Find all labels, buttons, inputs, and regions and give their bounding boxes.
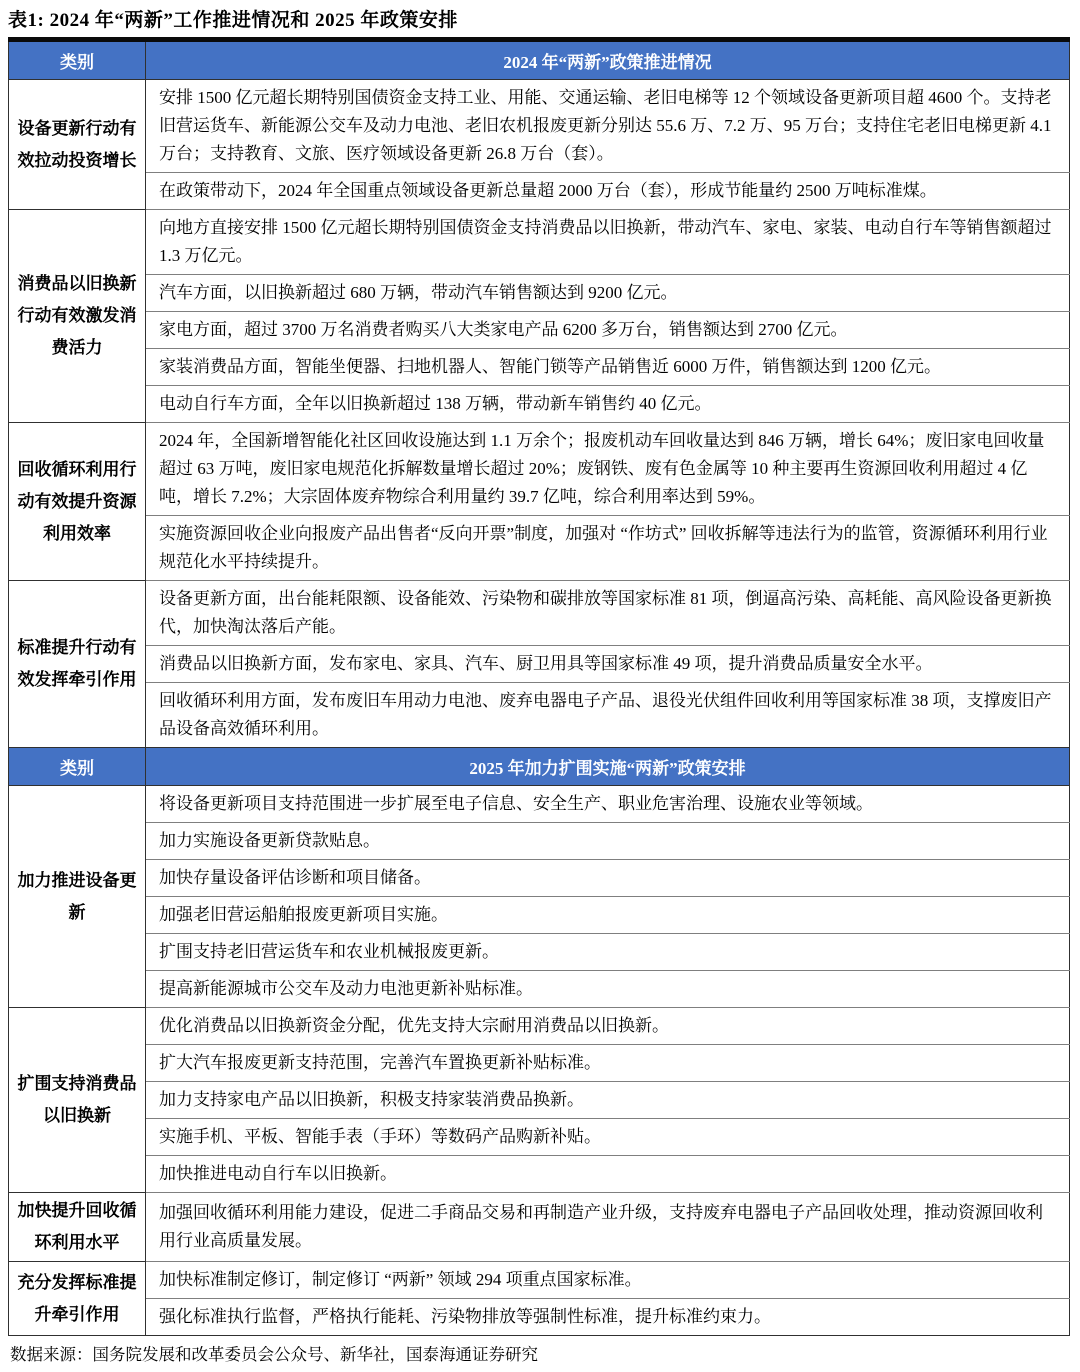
table-title: 表1: 2024 年“两新”工作推进情况和 2025 年政策安排 — [8, 10, 458, 31]
header-2025 — [9, 748, 1070, 786]
policy-cell: 扩围支持老旧营运货车和农业机械报废更新。 — [146, 934, 1070, 971]
table-row — [9, 934, 1070, 971]
table-row — [9, 516, 1070, 581]
policy-cell: 实施资源回收企业向报废产品出售者“反向开票”制度，加强对 “作坊式” 回收拆解等违法行为的监管，资源循环利用行业规范化水平持续提升。 — [146, 516, 1070, 581]
table-row — [9, 1119, 1070, 1156]
table-row — [9, 210, 1070, 275]
policy-cell: 加快推进电动自行车以旧换新。 — [146, 1156, 1070, 1193]
category-cell: 加快提升回收循环利用水平 — [9, 1193, 146, 1262]
table-row — [9, 386, 1070, 423]
table-row — [9, 275, 1070, 312]
policy-cell: 安排 1500 亿元超长期特别国债资金支持工业、用能、交通运输、老旧电梯等 12 个领域设备更新项目超 4600 个。支持老旧营运货车、新能源公交车及动力电池、老旧农机报废更新分别达 55.6 万、7.2 万、95 万台；支持住宅老旧电梯更新 4.1 万台；支持教育、文旅、医疗领域设备更新 26.8 万台（套）。 — [146, 80, 1070, 173]
policy-cell: 加力实施设备更新贷款贴息。 — [146, 823, 1070, 860]
policy-cell: 加快存量设备评估诊断和项目储备。 — [146, 860, 1070, 897]
period-header-cell-2025: 2025 年加力扩围实施“两新”政策安排 — [146, 748, 1070, 786]
table-row — [9, 823, 1070, 860]
category-cell: 加力推进设备更新 — [9, 786, 146, 1008]
section-tradein-2025 — [9, 1008, 1070, 1193]
category-cell: 设备更新行动有效拉动投资增长 — [9, 80, 146, 210]
table-row — [9, 1262, 1070, 1299]
policy-cell: 家电方面，超过 3700 万名消费者购买八大类家电产品 6200 多万台，销售额达到 2700 亿元。 — [146, 312, 1070, 349]
section-standards-2025 — [9, 1262, 1070, 1336]
header-row-2025 — [9, 748, 1070, 786]
table-row — [9, 971, 1070, 1008]
section-recycling-2024 — [9, 423, 1070, 581]
category-header-cell: 类别 — [9, 40, 146, 80]
policy-cell: 加快标准制定修订，制定修订 “两新” 领域 294 项重点国家标准。 — [146, 1262, 1070, 1299]
table-row — [9, 349, 1070, 386]
source-note: 数据来源：国务院发展和改革委员会公众号、新华社，国泰海通证券研究 — [10, 1345, 538, 1364]
table-row — [9, 860, 1070, 897]
section-tradein-2024 — [9, 210, 1070, 423]
section-recycling-2025 — [9, 1193, 1070, 1262]
header-row-2024 — [9, 40, 1070, 80]
table-row — [9, 646, 1070, 683]
table-row — [9, 1193, 1070, 1262]
period-header-cell-2024: 2024 年“两新”政策推进情况 — [146, 40, 1070, 80]
policy-cell: 2024 年，全国新增智能化社区回收设施达到 1.1 万余个；报废机动车回收量达到 846 万辆，增长 64%；废旧家电回收量超过 63 万吨，废旧家电规范化拆解数量增长超过 20%；废钢铁、废有色金属等 10 种主要再生资源回收利用超过 4 亿吨，增长 7.2%；大宗固体废弃物综合利用量约 39.7 亿吨，综合利用率达到 59%。 — [146, 423, 1070, 516]
table-row — [9, 683, 1070, 748]
header-2024 — [9, 40, 1070, 80]
policy-cell: 提高新能源城市公交车及动力电池更新补贴标准。 — [146, 971, 1070, 1008]
policy-cell: 加强老旧营运船舶报废更新项目实施。 — [146, 897, 1070, 934]
category-cell: 扩围支持消费品以旧换新 — [9, 1008, 146, 1193]
policy-cell: 将设备更新项目支持范围进一步扩展至电子信息、安全生产、职业危害治理、设施农业等领域。 — [146, 786, 1070, 823]
table-row — [9, 423, 1070, 516]
table-row — [9, 1156, 1070, 1193]
category-header-cell-2: 类别 — [9, 748, 146, 786]
policy-cell: 在政策带动下，2024 年全国重点领域设备更新总量超 2000 万台（套），形成节能量约 2500 万吨标准煤。 — [146, 173, 1070, 210]
category-cell: 消费品以旧换新行动有效激发消费活力 — [9, 210, 146, 423]
policy-cell: 优化消费品以旧换新资金分配，优先支持大宗耐用消费品以旧换新。 — [146, 1008, 1070, 1045]
category-cell: 充分发挥标准提升牵引作用 — [9, 1262, 146, 1336]
policy-cell: 加强回收循环利用能力建设，促进二手商品交易和再制造产业升级，支持废弃电器电子产品回收处理，推动资源回收利用行业高质量发展。 — [146, 1193, 1070, 1262]
policy-cell: 实施手机、平板、智能手表（手环）等数码产品购新补贴。 — [146, 1119, 1070, 1156]
table-row — [9, 173, 1070, 210]
table-row — [9, 897, 1070, 934]
category-cell: 标准提升行动有效发挥牵引作用 — [9, 581, 146, 748]
table-row — [9, 786, 1070, 823]
table-row — [9, 1008, 1070, 1045]
category-cell: 回收循环利用行动有效提升资源利用效率 — [9, 423, 146, 581]
table-row — [9, 1082, 1070, 1119]
table-row — [9, 581, 1070, 646]
policy-cell: 电动自行车方面，全年以旧换新超过 138 万辆，带动新车销售约 40 亿元。 — [146, 386, 1070, 423]
table-row — [9, 80, 1070, 173]
policy-cell: 家装消费品方面，智能坐便器、扫地机器人、智能门锁等产品销售近 6000 万件，销售额达到 1200 亿元。 — [146, 349, 1070, 386]
table-row — [9, 1299, 1070, 1336]
section-equipment-renewal-2024 — [9, 80, 1070, 210]
policy-cell: 加力支持家电产品以旧换新，积极支持家装消费品换新。 — [146, 1082, 1070, 1119]
policy-cell: 强化标准执行监督，严格执行能耗、污染物排放等强制性标准，提升标准约束力。 — [146, 1299, 1070, 1336]
policy-table — [8, 37, 1070, 1336]
policy-cell: 向地方直接安排 1500 亿元超长期特别国债资金支持消费品以旧换新，带动汽车、家电、家装、电动自行车等销售额超过 1.3 万亿元。 — [146, 210, 1070, 275]
table-row — [9, 312, 1070, 349]
section-standards-2024 — [9, 581, 1070, 748]
table-row — [9, 1045, 1070, 1082]
policy-cell: 扩大汽车报废更新支持范围，完善汽车置换更新补贴标准。 — [146, 1045, 1070, 1082]
policy-cell: 回收循环利用方面，发布废旧车用动力电池、废弃电器电子产品、退役光伏组件回收利用等国家标准 38 项，支撑废旧产品设备高效循环利用。 — [146, 683, 1070, 748]
policy-cell: 汽车方面，以旧换新超过 680 万辆，带动汽车销售额达到 9200 亿元。 — [146, 275, 1070, 312]
section-equipment-renewal-2025 — [9, 786, 1070, 1008]
policy-cell: 设备更新方面，出台能耗限额、设备能效、污染物和碳排放等国家标准 81 项，倒逼高污染、高耗能、高风险设备更新换代，加快淘汰落后产能。 — [146, 581, 1070, 646]
policy-cell: 消费品以旧换新方面，发布家电、家具、汽车、厨卫用具等国家标准 49 项，提升消费品质量安全水平。 — [146, 646, 1070, 683]
